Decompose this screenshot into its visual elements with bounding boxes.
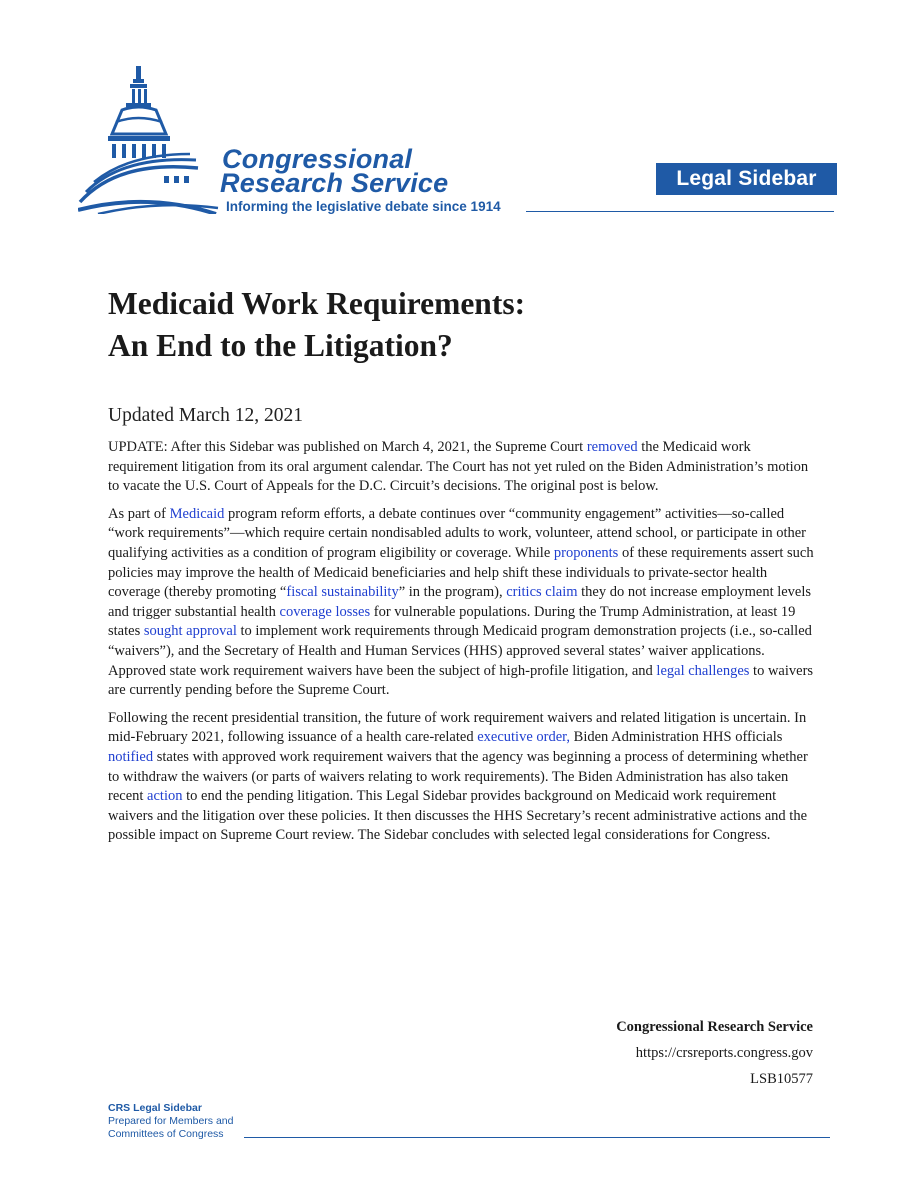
intro-paragraph bbox=[108, 505, 816, 701]
link-action[interactable]: action bbox=[147, 788, 183, 805]
update-paragraph bbox=[108, 438, 816, 497]
updated-date: Updated March 12, 2021 bbox=[108, 405, 303, 426]
footer-series bbox=[108, 1102, 233, 1141]
org-name-line2: Research Service bbox=[220, 168, 449, 198]
text-run: of these requirements assert such policies may improve the health of Medicaid beneficiaries and help shift these individuals to private-sector health coverage (thereby promoting “ bbox=[108, 544, 814, 601]
footer-code: LSB10577 bbox=[750, 1071, 813, 1087]
text-run: program reform efforts, a debate continues over “community engagement” activities—so-called “work requirements”—which require certain nondisabled adults to work, volunteer, attend school, or participate in other qualifying activities as a condition of program eligibility or coverage. While bbox=[108, 505, 807, 561]
title-line-2: An End to the Litigation? bbox=[108, 328, 453, 363]
footer-divider bbox=[244, 1137, 830, 1138]
text-run: the Medicaid work requirement litigation from its oral argument calendar. The Court has not yet ruled on the Biden Administration’s motion to vacate the U.S. Court of Appeals for the D.C. Circuit’s decisions. The original post is below. bbox=[108, 439, 809, 495]
text-run: they do not increase employment levels and trigger substantial health bbox=[108, 584, 812, 620]
link-medicaid[interactable]: Medicaid bbox=[169, 505, 225, 522]
link-coverage-losses[interactable]: coverage losses bbox=[279, 603, 371, 620]
title-line-1: Medicaid Work Requirements: bbox=[108, 286, 526, 321]
footer-series-title: CRS Legal Sidebar bbox=[108, 1102, 202, 1114]
link-proponents[interactable]: proponents bbox=[553, 544, 619, 561]
text-run: Following the recent presidential transition, the future of work requirement waivers and related litigation is uncertain. In mid-February 2021, following issuance of a health care-related bbox=[108, 709, 807, 746]
text-run: to end the pending litigation. This Legal Sidebar provides background on Medicaid work requirement waivers and the litigation over these policies. It then discusses the HHS Secretary’s recent administrative actions and the possible impact on Supreme Court review. The Sidebar concludes with selected legal considerations for Congress. bbox=[108, 788, 808, 844]
tagline: Informing the legislative debate since 1914 bbox=[226, 199, 501, 214]
link-critics-claim[interactable]: critics claim bbox=[506, 584, 578, 601]
link-notified[interactable]: notified bbox=[108, 748, 154, 765]
link-legal-challenges[interactable]: legal challenges bbox=[656, 662, 750, 679]
text-run: Biden Administration HHS officials bbox=[570, 729, 783, 746]
text-run: UPDATE: After this Sidebar was published on March 4, 2021, the Supreme Court bbox=[108, 439, 587, 455]
text-run: for vulnerable populations. During the Trump Administration, at least 19 states bbox=[108, 603, 796, 640]
transition-paragraph bbox=[108, 709, 816, 846]
org-name-line1: Congressional bbox=[222, 144, 413, 174]
link-fiscal-sustainability[interactable]: fiscal sustainability bbox=[286, 584, 399, 601]
text-run: As part of bbox=[108, 505, 170, 522]
footer-url[interactable]: https://crsreports.congress.gov bbox=[635, 1045, 813, 1061]
text-run: to waivers are currently pending before the Supreme Court. bbox=[108, 662, 814, 699]
article-body bbox=[108, 438, 816, 854]
page-title bbox=[108, 283, 818, 367]
footer-org: Congressional Research Service bbox=[616, 1019, 813, 1035]
header-divider bbox=[526, 211, 834, 212]
capitol-dome-logo-icon bbox=[78, 64, 223, 214]
text-run: to implement work requirements through Medicaid program demonstration projects (i.e., so-called “waivers”), and the Secretary of Health and Human Services (HHS) approved several states’ waiver applications. Approved state work requirement waivers have been the subject of high-profile litigation, and bbox=[108, 623, 812, 679]
link-removed[interactable]: removed bbox=[586, 439, 638, 455]
text-run: states with approved work requirement waivers that the agency was beginning a process of determining whether to withdraw the waivers (or parts of waivers relating to work requirements). The Biden Administration has also taken recent bbox=[108, 748, 808, 805]
legal-sidebar-badge: Legal Sidebar bbox=[656, 163, 837, 195]
link-executive-order[interactable]: executive order, bbox=[477, 729, 571, 746]
footer-prepared-line2: Committees of Congress bbox=[108, 1128, 224, 1140]
footer-prepared-line1: Prepared for Members and bbox=[108, 1115, 234, 1127]
text-run: ” in the program), bbox=[398, 584, 507, 601]
footer-attribution bbox=[616, 1014, 813, 1092]
link-sought-approval[interactable]: sought approval bbox=[143, 623, 237, 640]
page-header bbox=[0, 0, 920, 240]
